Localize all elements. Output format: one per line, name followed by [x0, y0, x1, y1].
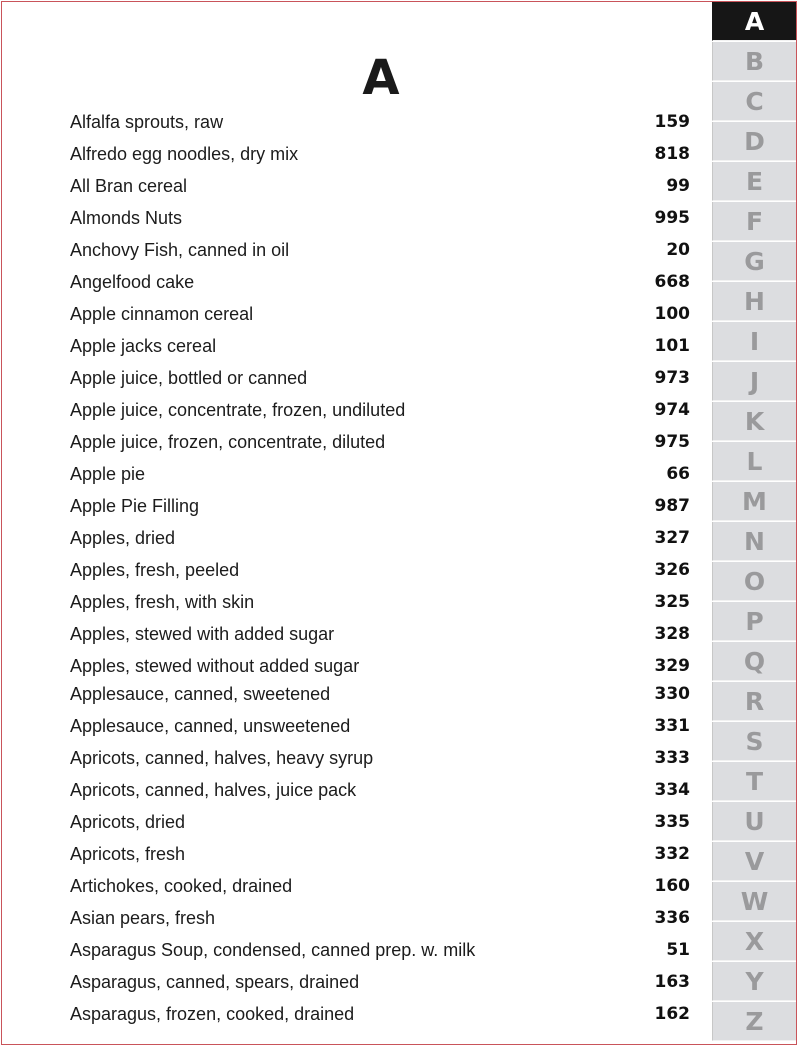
- entry-name: Almonds Nuts: [70, 207, 183, 228]
- entry-name: Applesauce, canned, sweetened: [70, 683, 331, 704]
- entry-page-number: 330: [654, 684, 690, 704]
- index-tab-w[interactable]: W: [712, 882, 796, 921]
- index-tab-i[interactable]: I: [712, 322, 796, 361]
- index-entry[interactable]: [70, 395, 690, 425]
- index-tab-x[interactable]: X: [712, 922, 796, 961]
- index-entry[interactable]: [70, 267, 690, 297]
- index-tab-t[interactable]: T: [712, 762, 796, 801]
- entry-page-number: 325: [654, 592, 690, 612]
- index-entry[interactable]: [70, 139, 690, 169]
- entry-name: Asparagus, canned, spears, drained: [70, 971, 360, 992]
- index-tab-f[interactable]: F: [712, 202, 796, 241]
- alphabet-index-tabs: [712, 2, 796, 1044]
- entry-page-number: 329: [654, 656, 690, 676]
- entry-page-number: 101: [654, 336, 690, 356]
- entry-page-number: 334: [654, 780, 690, 800]
- entry-page-number: 973: [654, 368, 690, 388]
- index-tab-l[interactable]: L: [712, 442, 796, 481]
- index-entry[interactable]: [70, 775, 690, 805]
- index-entry[interactable]: [70, 555, 690, 585]
- index-entry[interactable]: [70, 299, 690, 329]
- index-tab-d[interactable]: D: [712, 122, 796, 161]
- index-tab-r[interactable]: R: [712, 682, 796, 721]
- entry-page-number: 327: [654, 528, 690, 548]
- index-tab-u[interactable]: U: [712, 802, 796, 841]
- entry-name: Apples, dried: [70, 527, 176, 548]
- index-tab-p[interactable]: P: [712, 602, 796, 641]
- index-entry[interactable]: [70, 711, 690, 741]
- index-entry[interactable]: [70, 107, 690, 137]
- index-tab-z[interactable]: Z: [712, 1002, 796, 1041]
- entry-name: Angelfood cake: [70, 271, 195, 292]
- entry-page-number: 333: [654, 748, 690, 768]
- index-tab-y[interactable]: Y: [712, 962, 796, 1001]
- index-entry[interactable]: [70, 679, 690, 709]
- index-tab-n[interactable]: N: [712, 522, 796, 561]
- entry-name: Asian pears, fresh: [70, 907, 216, 928]
- entry-page-number: 331: [654, 716, 690, 736]
- entry-page-number: 668: [654, 272, 690, 292]
- entry-name: Asparagus, frozen, cooked, drained: [70, 1003, 355, 1024]
- entry-name: All Bran cereal: [70, 175, 188, 196]
- index-tab-e[interactable]: E: [712, 162, 796, 201]
- index-tab-m[interactable]: M: [712, 482, 796, 521]
- entry-name: Apricots, fresh: [70, 843, 186, 864]
- entry-name: Apples, fresh, peeled: [70, 559, 240, 580]
- entry-name: Apples, stewed without added sugar: [70, 655, 360, 676]
- index-entry[interactable]: [70, 839, 690, 869]
- entry-name: Apricots, canned, halves, juice pack: [70, 779, 357, 800]
- entry-name: Artichokes, cooked, drained: [70, 875, 293, 896]
- entry-page-number: 332: [654, 844, 690, 864]
- index-tab-c[interactable]: C: [712, 82, 796, 121]
- entry-page-number: 162: [654, 1004, 690, 1024]
- entry-name: Apple juice, frozen, concentrate, diluted: [70, 431, 386, 452]
- entry-page-number: 336: [654, 908, 690, 928]
- index-entry[interactable]: [70, 523, 690, 553]
- index-entry[interactable]: [70, 999, 690, 1029]
- entry-name: Apple juice, concentrate, frozen, undiluted: [70, 399, 406, 420]
- entry-page-number: 100: [654, 304, 690, 324]
- index-tab-v[interactable]: V: [712, 842, 796, 881]
- entry-name: Apple juice, bottled or canned: [70, 367, 308, 388]
- index-entry[interactable]: [70, 651, 690, 681]
- entry-page-number: 163: [654, 972, 690, 992]
- index-tab-q[interactable]: Q: [712, 642, 796, 681]
- index-entry[interactable]: [70, 807, 690, 837]
- index-entry[interactable]: [70, 427, 690, 457]
- index-entry[interactable]: [70, 491, 690, 521]
- entry-page-number: 159: [654, 112, 690, 132]
- index-entry[interactable]: [70, 459, 690, 489]
- index-entry[interactable]: [70, 235, 690, 265]
- index-entry[interactable]: [70, 331, 690, 361]
- entry-page-number: 975: [654, 432, 690, 452]
- entry-name: Apple cinnamon cereal: [70, 303, 254, 324]
- entry-page-number: 160: [654, 876, 690, 896]
- index-tab-b[interactable]: B: [712, 42, 796, 81]
- index-entry[interactable]: [70, 871, 690, 901]
- index-tab-j[interactable]: J: [712, 362, 796, 401]
- entry-name: Apples, stewed with added sugar: [70, 623, 335, 644]
- index-entry[interactable]: [70, 587, 690, 617]
- section-heading: A: [362, 50, 400, 106]
- entry-name: Applesauce, canned, unsweetened: [70, 715, 351, 736]
- entry-name: Alfredo egg noodles, dry mix: [70, 143, 299, 164]
- entry-name: Apple Pie Filling: [70, 495, 200, 516]
- index-tab-k[interactable]: K: [712, 402, 796, 441]
- index-entry[interactable]: [70, 619, 690, 649]
- entry-page-number: 328: [654, 624, 690, 644]
- entry-page-number: 995: [654, 208, 690, 228]
- index-entry[interactable]: [70, 363, 690, 393]
- entry-name: Asparagus Soup, condensed, canned prep. w. milk: [70, 939, 476, 960]
- entry-page-number: 987: [654, 496, 690, 516]
- index-entry[interactable]: [70, 935, 690, 965]
- entry-name: Apple jacks cereal: [70, 335, 217, 356]
- entry-name: Anchovy Fish, canned in oil: [70, 239, 290, 260]
- index-entry[interactable]: [70, 967, 690, 997]
- entry-page-number: 99: [666, 176, 690, 196]
- entry-name: Alfalfa sprouts, raw: [70, 111, 224, 132]
- index-tab-g[interactable]: G: [712, 242, 796, 281]
- entry-page-number: 974: [654, 400, 690, 420]
- index-entry[interactable]: [70, 743, 690, 773]
- entry-page-number: 51: [666, 940, 690, 960]
- index-entry[interactable]: [70, 203, 690, 233]
- index-tab-s[interactable]: S: [712, 722, 796, 761]
- index-tab-h[interactable]: H: [712, 282, 796, 321]
- entry-page-number: 818: [654, 144, 690, 164]
- entry-name: Apricots, dried: [70, 811, 186, 832]
- entry-name: Apricots, canned, halves, heavy syrup: [70, 747, 374, 768]
- entry-page-number: 20: [666, 240, 690, 260]
- index-tab-a[interactable]: A: [712, 2, 796, 41]
- entry-page-number: 326: [654, 560, 690, 580]
- entry-name: Apple pie: [70, 463, 146, 484]
- entry-page-number: 335: [654, 812, 690, 832]
- entry-page-number: 66: [666, 464, 690, 484]
- index-entry[interactable]: [70, 171, 690, 201]
- index-entry[interactable]: [70, 903, 690, 933]
- entry-name: Apples, fresh, with skin: [70, 591, 255, 612]
- index-tab-o[interactable]: O: [712, 562, 796, 601]
